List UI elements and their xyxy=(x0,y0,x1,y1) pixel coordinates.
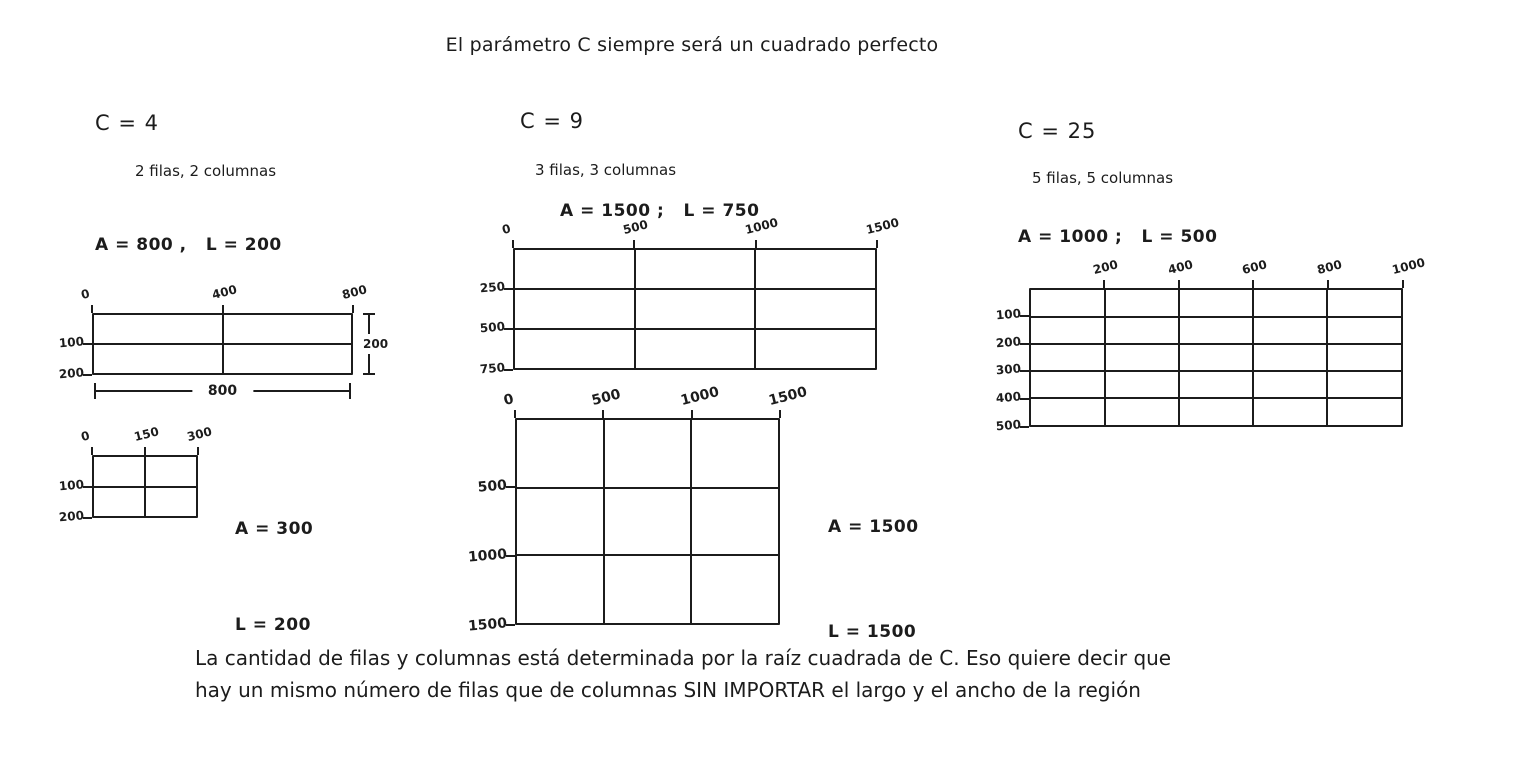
x-tick-label: 500 xyxy=(621,217,650,237)
x-tick-label: 1500 xyxy=(864,215,901,237)
c9-rows-columns-label: 3 filas, 3 columnas xyxy=(535,161,677,179)
x-tick-mark xyxy=(144,447,146,455)
bracket-cap xyxy=(363,373,375,375)
y-tick-label: 100 xyxy=(58,334,85,351)
c4-rows-columns-label: 2 filas, 2 columnas xyxy=(135,162,277,180)
grid-hline xyxy=(1031,397,1401,399)
x-tick-mark xyxy=(512,240,514,248)
footer-note-line2: hay un mismo número de filas que de columnas SIN IMPORTAR el largo y el ancho de la región xyxy=(195,678,1141,702)
y-tick-mark xyxy=(83,486,92,488)
grid-vline xyxy=(634,250,636,368)
grid-hline xyxy=(517,554,778,556)
y-tick-label: 750 xyxy=(479,360,506,377)
c9-params-label: A = 1500 ; L = 750 xyxy=(560,201,760,221)
grid-hline xyxy=(1031,343,1401,345)
x-tick-mark xyxy=(691,410,693,418)
c4-heading: C = 4 xyxy=(95,111,159,135)
x-tick-mark xyxy=(633,240,635,248)
x-tick-label: 1500 xyxy=(767,384,809,409)
c9-length-annotation: L = 1500 xyxy=(828,622,917,642)
x-tick-label: 800 xyxy=(340,282,369,302)
x-tick-mark xyxy=(197,447,199,455)
y-tick-label: 500 xyxy=(995,417,1022,434)
x-tick-label: 200 xyxy=(1091,257,1120,277)
grid-vline xyxy=(1104,290,1106,425)
x-tick-label: 1000 xyxy=(743,215,780,237)
grid-hline xyxy=(517,487,778,489)
y-tick-mark xyxy=(83,374,92,376)
y-tick-mark xyxy=(1020,398,1029,400)
c25-grid-figure xyxy=(995,255,1427,434)
y-tick-label: 100 xyxy=(995,306,1022,323)
y-tick-label: 250 xyxy=(479,278,506,296)
c25-rows-columns-label: 5 filas, 5 columnas xyxy=(1032,169,1174,187)
x-tick-mark xyxy=(602,410,604,418)
x-tick-mark xyxy=(514,410,516,418)
y-tick-label: 400 xyxy=(995,389,1022,406)
y-tick-label: 1000 xyxy=(467,546,508,566)
footer-note-line1: La cantidad de filas y columnas está determinada por la raíz cuadrada de C. Eso quiere decir que xyxy=(195,646,1172,670)
x-tick-mark xyxy=(1327,280,1329,288)
grid-vline xyxy=(603,420,605,623)
height-bracket-label: 200 xyxy=(361,334,388,354)
page-title: El parámetro C siempre será un cuadrado perfecto xyxy=(445,34,939,56)
y-tick-label: 100 xyxy=(58,476,85,493)
x-tick-label: 500 xyxy=(590,386,623,409)
x-tick-mark xyxy=(1252,280,1254,288)
x-tick-label: 1000 xyxy=(678,384,721,409)
grid-box xyxy=(515,418,780,625)
c4-main-grid-figure xyxy=(58,282,389,399)
y-tick-mark xyxy=(1020,343,1029,345)
c9-bottom-grid-figure xyxy=(467,384,809,635)
y-tick-mark xyxy=(504,369,513,371)
footer-note xyxy=(195,642,1315,706)
x-tick-label: 0 xyxy=(79,286,92,302)
x-tick-label: 1000 xyxy=(1390,255,1427,277)
grid-vline xyxy=(1178,290,1180,425)
x-tick-label: 0 xyxy=(79,428,92,444)
y-tick-label: 300 xyxy=(995,361,1022,378)
y-tick-mark xyxy=(506,555,515,557)
y-tick-label: 500 xyxy=(479,319,506,336)
grid-box xyxy=(513,248,877,370)
grid-vline xyxy=(754,250,756,368)
c4-length-annotation: L = 200 xyxy=(235,615,311,635)
y-tick-mark xyxy=(1020,426,1029,428)
grid-hline xyxy=(94,486,196,488)
c9-area-annotation: A = 1500 xyxy=(828,517,919,537)
x-tick-mark xyxy=(352,305,354,313)
x-tick-mark xyxy=(1103,280,1105,288)
x-tick-mark xyxy=(876,240,878,248)
grid-hline xyxy=(515,328,875,330)
y-tick-mark xyxy=(83,343,92,345)
x-tick-mark xyxy=(1402,280,1404,288)
x-tick-mark xyxy=(222,305,224,313)
y-tick-mark xyxy=(506,624,515,626)
width-bracket-label: 800 xyxy=(192,383,253,399)
y-tick-mark xyxy=(504,288,513,290)
y-tick-mark xyxy=(506,486,515,488)
c4-params-label: A = 800 , L = 200 xyxy=(95,235,282,255)
grid-hline xyxy=(1031,370,1401,372)
x-tick-label: 400 xyxy=(210,282,238,302)
c4-area-annotation: A = 300 xyxy=(235,519,314,539)
x-tick-label: 150 xyxy=(132,424,161,444)
x-tick-label: 0 xyxy=(500,221,513,237)
height-extent-bracket xyxy=(361,313,387,375)
grid-hline xyxy=(515,288,875,290)
grid-vline xyxy=(1252,290,1254,425)
grid-box xyxy=(1029,288,1403,427)
grid-vline xyxy=(1326,290,1328,425)
x-tick-mark xyxy=(91,447,93,455)
y-tick-label: 200 xyxy=(58,508,85,525)
x-tick-mark xyxy=(91,305,93,313)
y-tick-label: 200 xyxy=(995,333,1022,351)
width-extent-bracket xyxy=(94,383,351,399)
y-tick-label: 200 xyxy=(58,365,85,382)
grid-box xyxy=(92,313,353,375)
y-tick-mark xyxy=(83,517,92,519)
c9-top-grid-figure xyxy=(479,215,901,377)
grid-hline xyxy=(1031,316,1401,318)
grid-box xyxy=(92,455,198,518)
x-tick-label: 800 xyxy=(1315,257,1344,277)
x-tick-mark xyxy=(755,240,757,248)
c9-heading: C = 9 xyxy=(520,109,584,133)
x-tick-label: 0 xyxy=(502,391,516,409)
c4-small-grid-figure xyxy=(58,424,214,525)
grid-hline xyxy=(94,343,351,345)
x-tick-label: 600 xyxy=(1241,257,1269,277)
y-tick-label: 500 xyxy=(477,477,508,496)
y-tick-mark xyxy=(1020,315,1029,317)
bracket-cap xyxy=(349,383,351,399)
c25-params-label: A = 1000 ; L = 500 xyxy=(1018,227,1218,247)
y-tick-label: 1500 xyxy=(467,615,508,635)
x-tick-mark xyxy=(1178,280,1180,288)
y-tick-mark xyxy=(504,328,513,330)
x-tick-label: 400 xyxy=(1166,257,1194,277)
x-tick-mark xyxy=(779,410,781,418)
grid-vline xyxy=(690,420,692,623)
c25-heading: C = 25 xyxy=(1018,119,1097,143)
x-tick-label: 300 xyxy=(185,424,214,444)
